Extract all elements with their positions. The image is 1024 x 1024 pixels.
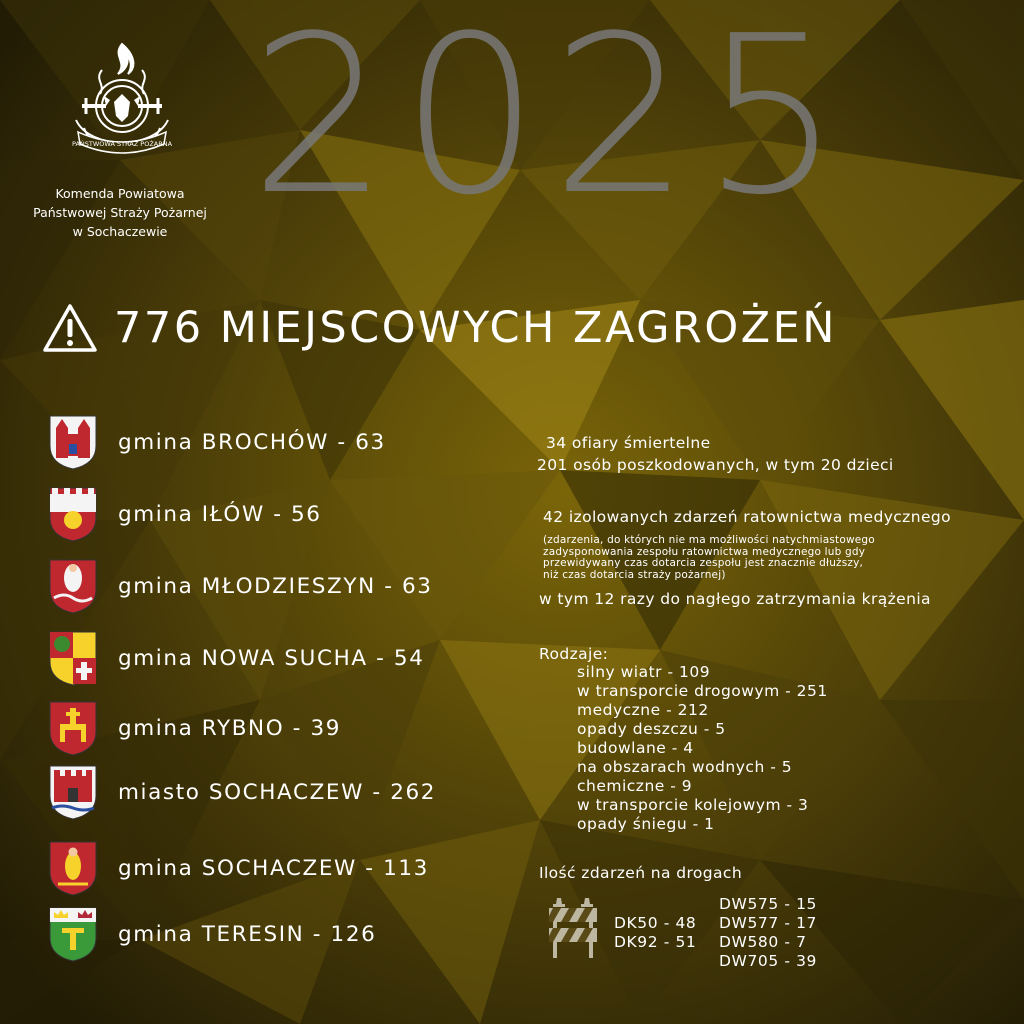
- medical-note-line: zadysponowania zespołu ratownictwa medycznego lub gdy: [543, 545, 866, 558]
- municipality-row: [48, 698, 341, 758]
- crest-ilow-icon: [48, 486, 98, 542]
- crest-gmina-sochaczew-icon: [48, 840, 98, 896]
- fatalities-text: 34 ofiary śmiertelne: [546, 434, 711, 452]
- type-item: na obszarach wodnych - 5: [577, 758, 793, 776]
- cardiac-arrest-text: w tym 12 razy do nagłego zatrzymania krążenia: [539, 590, 931, 608]
- road-item: DW580 - 7: [719, 933, 807, 951]
- medical-note-line: przewidywany czas dotarcia zespołu jest znacznie dłuższy,: [543, 557, 864, 569]
- type-item: silny wiatr - 109: [577, 663, 711, 681]
- municipality-label: gmina NOWA SUCHA - 54: [118, 645, 425, 671]
- type-item: medyczne - 212: [577, 701, 709, 719]
- road-item: DW705 - 39: [719, 952, 818, 970]
- year-title: 2025: [250, 0, 853, 243]
- org-line: Komenda Powiatowa: [55, 186, 185, 201]
- types-list: [577, 663, 828, 834]
- road-item: DK50 - 48: [614, 914, 697, 932]
- municipality-label: gmina MŁODZIESZYN - 63: [118, 573, 433, 599]
- org-line: w Sochaczewie: [72, 224, 168, 239]
- crest-mlodzieszyn-icon: [48, 558, 98, 614]
- org-line: Państwowej Straży Pożarnej: [33, 205, 207, 220]
- crest-rybno-icon: [48, 700, 98, 756]
- municipality-label: gmina IŁÓW - 56: [118, 501, 322, 527]
- type-item: w transporcie drogowym - 251: [577, 682, 828, 700]
- organization-name: [20, 184, 220, 241]
- municipality-label: gmina SOCHACZEW - 113: [118, 855, 429, 881]
- type-item: opady deszczu - 5: [577, 720, 726, 738]
- road-item: DW575 - 15: [719, 895, 818, 913]
- road-barrier-icon: [547, 896, 599, 960]
- headline-text: 776 MIEJSCOWYCH ZAGROŻEŃ: [114, 303, 837, 353]
- injured-text: 201 osób poszkodowanych, w tym 20 dzieci: [537, 456, 894, 474]
- warning-triangle-icon: [42, 303, 98, 353]
- headline: [42, 298, 837, 358]
- crest-miasto-sochaczew-icon: [48, 764, 98, 820]
- medical-events-text: 42 izolowanych zdarzeń ratownictwa medycznego: [543, 508, 952, 526]
- municipality-row: [48, 484, 322, 544]
- road-item: DK92 - 51: [614, 933, 697, 951]
- road-item: DW577 - 17: [719, 914, 818, 932]
- crest-nowa-sucha-icon: [48, 630, 98, 686]
- types-title: Rodzaje:: [539, 645, 609, 663]
- municipality-row: [48, 762, 436, 822]
- type-item: chemiczne - 9: [577, 777, 693, 795]
- municipality-row: [48, 556, 433, 616]
- municipality-label: gmina TERESIN - 126: [118, 921, 377, 947]
- municipality-label: gmina RYBNO - 39: [118, 715, 342, 741]
- medical-note-line: niż czas dotarcia straży pożarnej): [543, 568, 726, 581]
- fire-service-emblem: [66, 40, 178, 168]
- type-item: w transporcie kolejowym - 3: [577, 796, 809, 814]
- voivodeship-roads-list: [719, 895, 817, 971]
- municipality-label: gmina BROCHÓW - 63: [118, 429, 386, 455]
- roads-title: Ilość zdarzeń na drogach: [539, 864, 743, 882]
- national-roads-list: [614, 914, 696, 952]
- crest-brochow-icon: [48, 414, 98, 470]
- emblem-badge-text: PAŃSTWOWA STRAŻ POŻARNA: [71, 140, 173, 148]
- municipality-row: [48, 904, 376, 964]
- municipality-row: [48, 412, 386, 472]
- medical-note: [543, 535, 875, 581]
- crest-teresin-icon: [48, 906, 98, 962]
- type-item: budowlane - 4: [577, 739, 694, 757]
- medical-note-line: (zdarzenia, do których nie ma możliwości natychmiastowego: [543, 534, 875, 546]
- municipality-label: miasto SOCHACZEW - 262: [118, 779, 437, 805]
- type-item: opady śniegu - 1: [577, 815, 715, 833]
- municipality-row: [48, 838, 429, 898]
- municipality-row: [48, 628, 425, 688]
